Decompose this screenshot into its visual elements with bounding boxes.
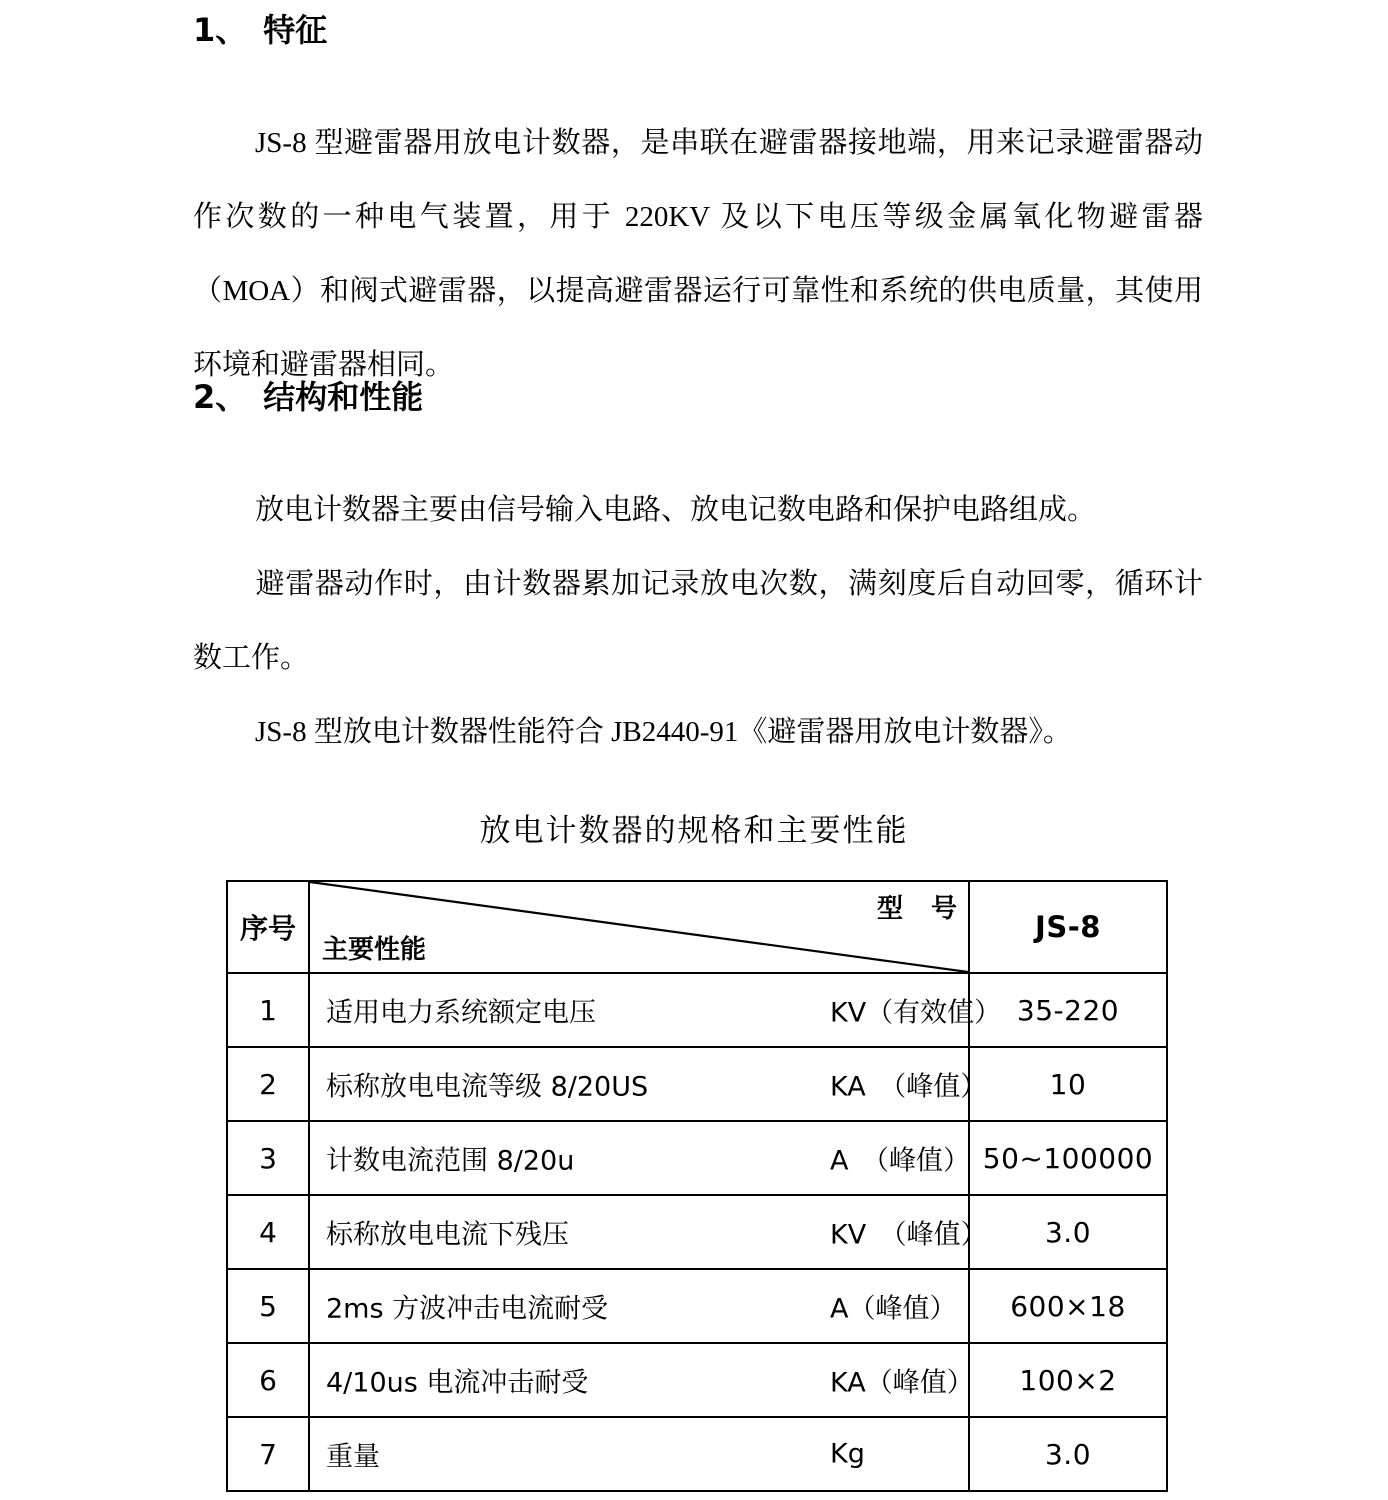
- table-row: [227, 1417, 1167, 1491]
- performance-name: 重量: [326, 1441, 380, 1473]
- performance-name: 2ms 方波冲击电流耐受: [326, 1293, 609, 1325]
- row-value: 600×18: [969, 1269, 1167, 1343]
- table-caption: 放电计数器的规格和主要性能: [479, 813, 909, 849]
- section-2-heading: [193, 377, 423, 417]
- paragraph-text: JS-8 型避雷器用放电计数器，是串联在避雷器接地端，用来记录避雷器动作次数的一种电气装置，用于 220KV 及以下电压等级金属氧化物避雷器（MOA）和阀式避雷器，以提高避雷器运行可靠性和系统的供电质量，其使用环境和避雷器相同。: [193, 127, 1203, 381]
- row-performance-cell: [309, 1047, 988, 1121]
- performance-unit: A（峰值）: [830, 1293, 957, 1325]
- section-1-paragraph-1: [193, 106, 1203, 402]
- row-number: 1: [227, 973, 309, 1047]
- paragraph-text: 放电计数器主要由信号输入电路、放电记数电路和保护电路组成。: [255, 494, 1097, 526]
- header-label-performance: 主要性能: [322, 935, 427, 965]
- performance-name: 标称放电电流下残压: [326, 1219, 569, 1251]
- performance-unit: KA（峰值）: [830, 1367, 974, 1399]
- section-2-paragraph-3: [193, 695, 1203, 769]
- row-number: 5: [227, 1269, 309, 1343]
- table-header-row: [227, 881, 1167, 973]
- performance-unit: A （峰值）: [830, 1145, 970, 1177]
- row-performance-cell: [309, 1417, 969, 1491]
- spec-table: [226, 880, 1168, 1492]
- section-1-title: 特征: [263, 11, 328, 49]
- performance-name: 4/10us 电流冲击耐受: [326, 1367, 589, 1399]
- row-performance-cell: [309, 1269, 969, 1343]
- section-1-number: 1、: [193, 11, 232, 49]
- header-cell-no: 序号: [227, 881, 309, 973]
- performance-unit: KA （峰值）: [830, 1071, 988, 1103]
- spec-table-container: [226, 880, 1166, 1492]
- performance-unit: KV（有效值）: [830, 997, 1002, 1029]
- header-label-model: 型 号: [876, 894, 958, 924]
- row-number: 3: [227, 1121, 309, 1195]
- table-row: [227, 1343, 1167, 1417]
- section-1-heading: [193, 10, 327, 50]
- paragraph-text: JS-8 型放电计数器性能符合 JB2440-91《避雷器用放电计数器》。: [255, 716, 1072, 748]
- row-performance-cell: [309, 1343, 974, 1417]
- row-number: 7: [227, 1417, 309, 1491]
- row-number: 4: [227, 1195, 309, 1269]
- row-number: 2: [227, 1047, 309, 1121]
- performance-unit: Kg: [830, 1438, 865, 1470]
- performance-unit: KV （峰值）: [830, 1219, 988, 1251]
- row-value: 3.0: [969, 1417, 1167, 1491]
- row-value: 100×2: [969, 1343, 1167, 1417]
- row-value: 10: [969, 1047, 1167, 1121]
- row-value: 35-220: [969, 973, 1167, 1047]
- row-performance-cell: [309, 1195, 988, 1269]
- row-performance-cell: [309, 1121, 969, 1195]
- performance-name: 适用电力系统额定电压: [326, 997, 596, 1029]
- section-2-paragraph-1: [193, 473, 1203, 547]
- paragraph-text: 避雷器动作时，由计数器累加记录放电次数，满刻度后自动回零，循环计数工作。: [193, 568, 1203, 674]
- performance-name: 标称放电电流等级 8/20US: [326, 1071, 649, 1103]
- row-number: 6: [227, 1343, 309, 1417]
- row-value: 3.0: [969, 1195, 1167, 1269]
- section-2-paragraph-2: [193, 547, 1203, 695]
- row-value: 50~100000: [969, 1121, 1167, 1195]
- section-2-number: 2、: [193, 378, 232, 416]
- section-2-title: 结构和性能: [263, 378, 424, 416]
- table-row: [227, 1047, 1167, 1121]
- table-row: [227, 973, 1167, 1047]
- performance-name: 计数电流范围 8/20u: [326, 1145, 575, 1177]
- table-row: [227, 1195, 1167, 1269]
- header-cell-model-value: JS-8: [969, 881, 1167, 973]
- row-performance-cell: [309, 973, 1002, 1047]
- table-row: [227, 1269, 1167, 1343]
- table-row: [227, 1121, 1167, 1195]
- header-cell-diagonal: [309, 881, 969, 973]
